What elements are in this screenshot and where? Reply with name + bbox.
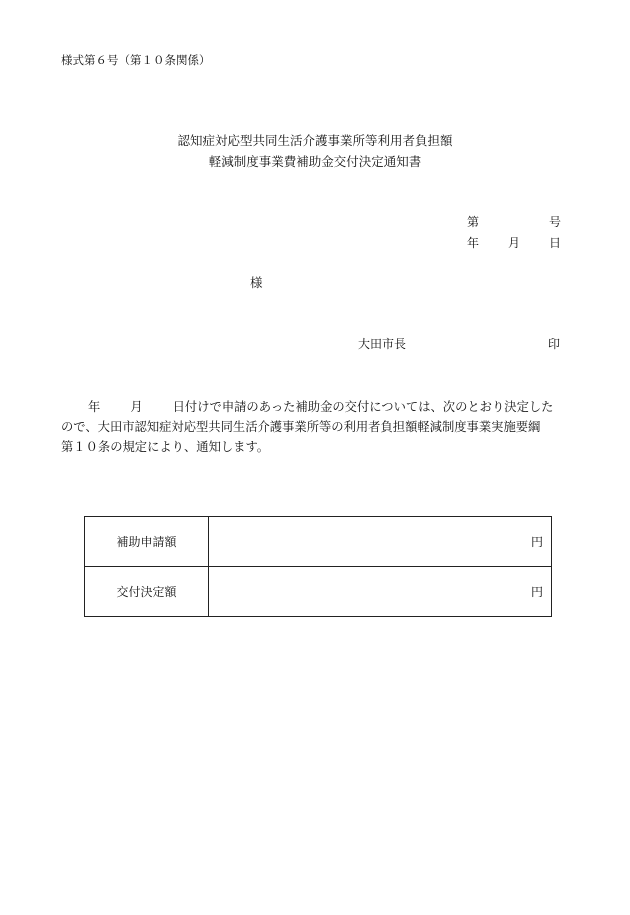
grant-decision-amount-label: 交付決定額 [85, 567, 209, 617]
yen-unit: 円 [530, 585, 543, 599]
body-month-label: 月 [130, 400, 143, 414]
notice-body [61, 397, 561, 457]
notice-body-line-3: 第１０条の規定により、通知します。 [61, 440, 270, 454]
subsidy-application-amount-field [209, 517, 552, 567]
amounts-table [84, 516, 552, 617]
table-row [85, 567, 552, 617]
document-title-line-2: 軽減制度事業費補助金交付決定通知書 [208, 154, 422, 169]
document-number-suffix: 号 [549, 215, 562, 229]
form-number: 様式第６号（第１０条関係） [61, 53, 211, 67]
table-row [85, 517, 552, 567]
date-month-label: 月 [508, 236, 521, 250]
notice-body-line-1 [61, 397, 561, 417]
body-year-label: 年 [88, 400, 101, 414]
body-line-1-text: 日付けで申請のあった補助金の交付については、次のとおり決定した [172, 400, 554, 414]
yen-unit: 円 [530, 535, 543, 549]
notice-body-line-2: ので、大田市認知症対応型共同生活介護事業所等の利用者負担額軽減制度事業実施要綱 [61, 420, 541, 434]
date-day-label: 日 [549, 236, 562, 250]
document-number-prefix: 第 [467, 215, 480, 229]
grant-decision-amount-field [209, 567, 552, 617]
subsidy-application-amount-label: 補助申請額 [85, 517, 209, 567]
document-title-line-1: 認知症対応型共同生活介護事業所等利用者負担額 [177, 133, 453, 148]
date-year-label: 年 [467, 236, 480, 250]
issuer-seal-mark: 印 [548, 337, 561, 351]
issuer-name: 大田市長 [358, 337, 407, 351]
addressee-honorific: 様 [250, 275, 263, 290]
